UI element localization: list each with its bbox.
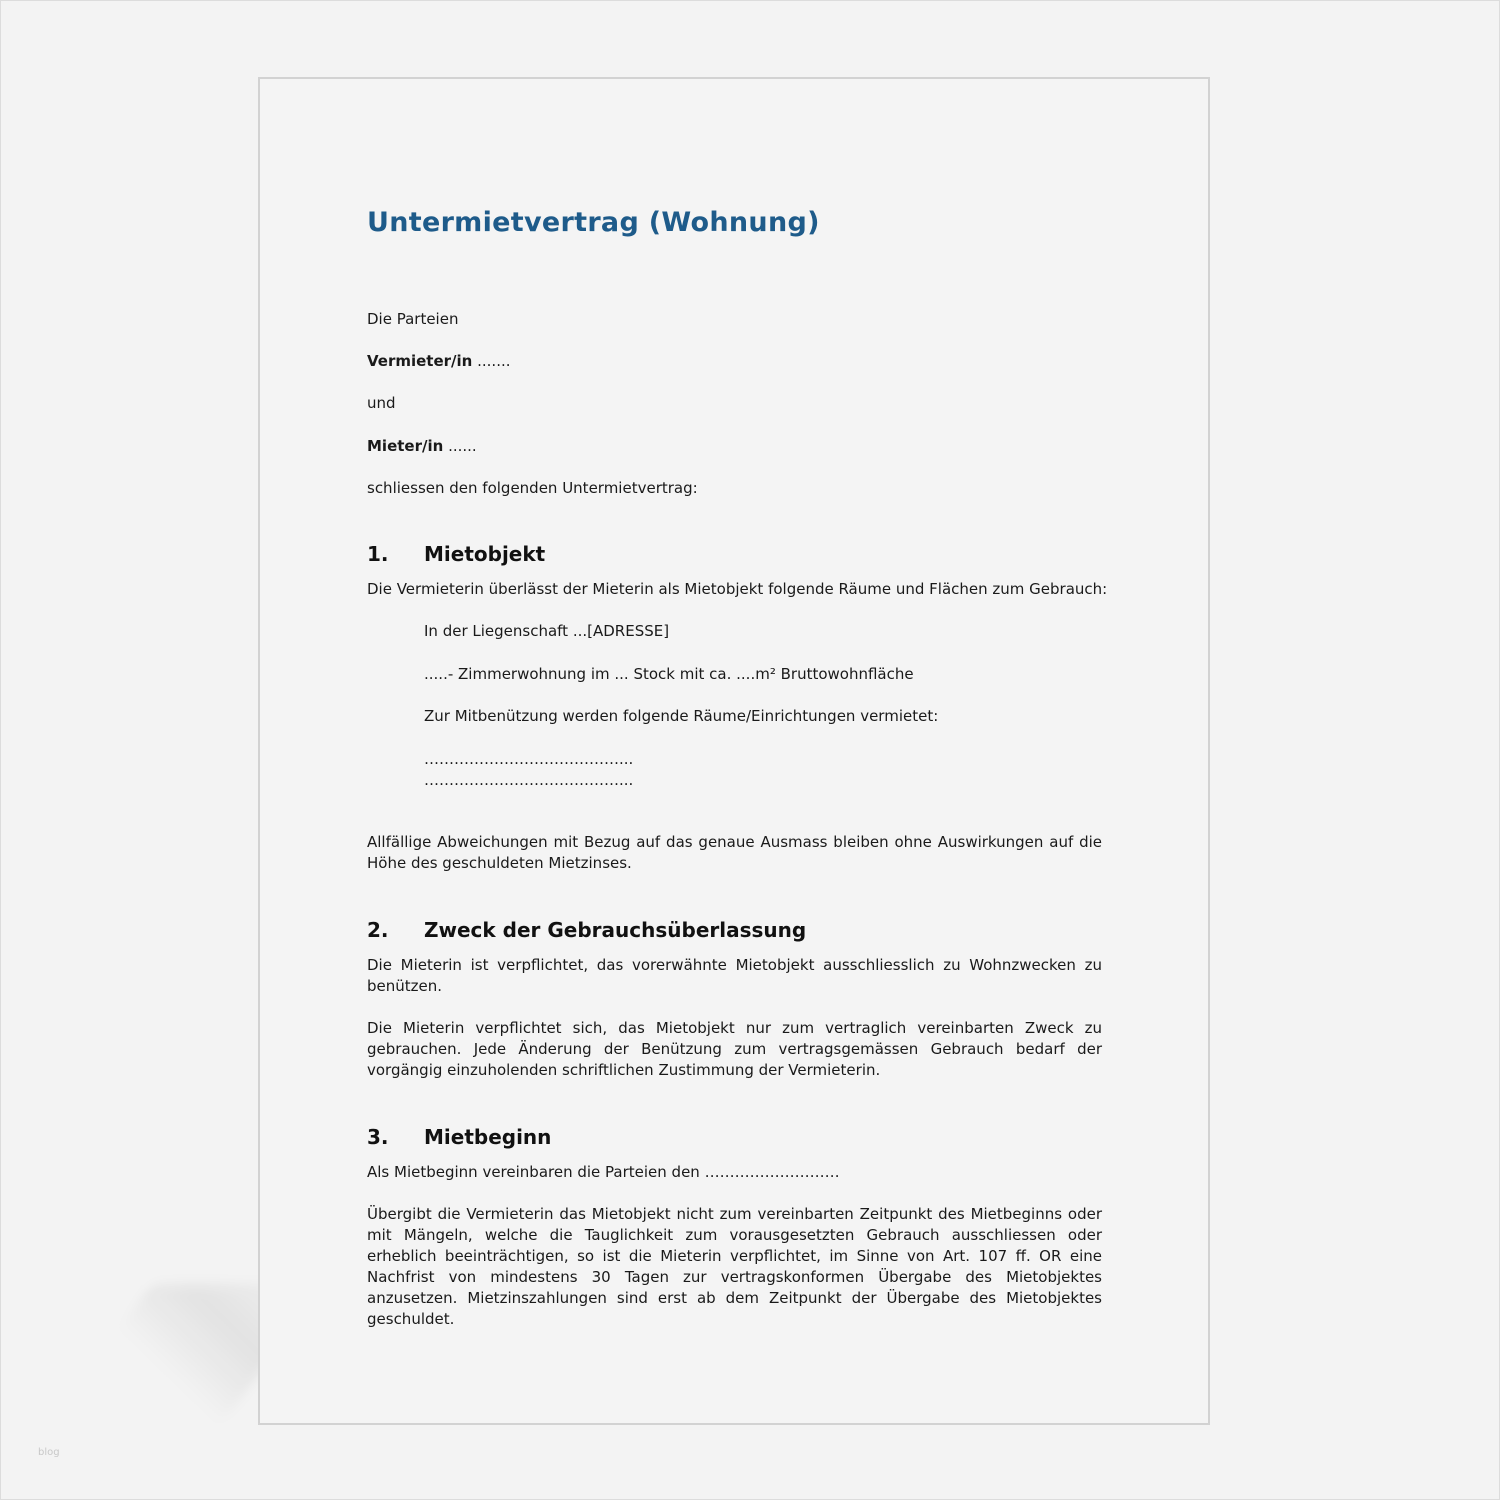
section-3-start: Als Mietbeginn vereinbaren die Parteien den ………………………: [367, 1163, 840, 1181]
section-2-para-2: Die Mieterin verpflichtet sich, das Mietobjekt nur zum vertraglich vereinbarten Zweck zu gebrauchen. Jede Änderung der Benützung zum vertragsgemässen Gebrauch bedarf der vorgängig einzuholenden schriftlichen Zustimmung der Vermieterin.: [367, 1019, 1102, 1079]
landlord-label: Vermieter/in: [367, 352, 473, 370]
section-1-address: In der Liegenschaft ...[ADRESSE]: [424, 622, 670, 640]
section-1-heading: [367, 544, 545, 565]
intro-parties: Die Parteien: [367, 310, 459, 328]
intro-conclude: schliessen den folgenden Untermietvertrag:: [367, 479, 698, 497]
section-1-shared: Zur Mitbenützung werden folgende Räume/Einrichtungen vermietet:: [424, 707, 939, 725]
section-1-blank-2: …………………………………...: [424, 771, 634, 789]
section-1-title: Mietobjekt: [424, 542, 546, 566]
section-1-number: 1.: [367, 542, 389, 566]
section-2-para-1: Die Mieterin ist verpflichtet, das vorerwähnte Mietobjekt ausschliesslich zu Wohnzwecken zu benützen.: [367, 956, 1102, 995]
section-1-blank-1: …………………………………...: [424, 750, 634, 768]
watermark: blog: [38, 1447, 60, 1458]
landlord-value: .......: [472, 352, 511, 370]
section-3-number: 3.: [367, 1125, 389, 1149]
section-3-para: Übergibt die Vermieterin das Mietobjekt nicht zum vereinbarten Zeitpunkt des Mietbeginns oder mit Mängeln, welche die Tauglichkeit zum vorausgesetzten Gebrauch ausschliessen oder erheblich beeinträchtigen, so ist die Mieterin verpflichtet, im Sinne von Art. 107 ff. OR eine Nachfrist von mindestens 30 Tagen zur vertragskonformen Übergabe des Mietobjektes anzusetzen. Mietzinszahlungen sind erst ab dem Zeitpunkt der Übergabe des Mietobjektes geschuldet.: [367, 1205, 1102, 1328]
section-2-title: Zweck der Gebrauchsüberlassung: [424, 918, 807, 942]
section-1-lead: Die Vermieterin überlässt der Mieterin als Mietobjekt folgende Räume und Flächen zum Gebrauch:: [367, 580, 1108, 598]
section-3-heading: [367, 1127, 551, 1148]
section-2-number: 2.: [367, 918, 389, 942]
intro-and: und: [367, 394, 396, 412]
tenant-label: Mieter/in: [367, 437, 444, 455]
section-1-rooms: .....- Zimmerwohnung im ... Stock mit ca. ....m² Bruttowohnfläche: [424, 665, 914, 683]
section-1-deviations: Allfällige Abweichungen mit Bezug auf das genaue Ausmass bleiben ohne Auswirkungen auf die Höhe des geschuldeten Mietzinses.: [367, 833, 1102, 872]
document-title: Untermietvertrag (Wohnung): [367, 207, 820, 238]
tenant-value: ......: [443, 437, 477, 455]
landlord-line: [367, 351, 511, 372]
document-page: [258, 77, 1210, 1425]
section-3-title: Mietbeginn: [424, 1125, 552, 1149]
section-2-heading: [367, 920, 806, 941]
tenant-line: [367, 436, 477, 457]
